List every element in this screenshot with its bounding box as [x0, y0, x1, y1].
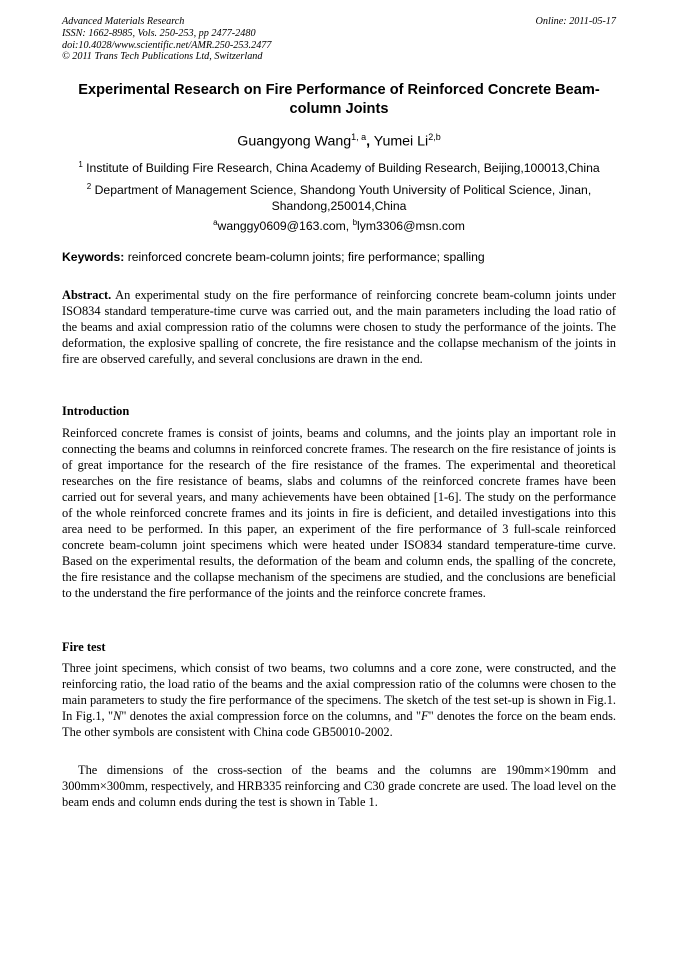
fire-test-p1-part-c: " denotes the force on the beam ends. The other symbols are consistent with China code GB50010-2002.: [62, 708, 616, 739]
abstract: [62, 288, 616, 368]
author-1-marker: 1, a: [351, 132, 367, 142]
fire-test-paragraph-2: The dimensions of the cross-section of the beams and the columns are 190mm×190mm and 300mm×300mm, respectively, and HRB335 reinforcing and C30 grade concrete are used. The load level on the beam ends and column ends during the test is shown in Table 1.: [62, 763, 616, 809]
author-2: Yumei Li: [370, 133, 429, 150]
symbol-f: F: [421, 708, 429, 723]
introduction-heading: Introduction: [62, 404, 130, 418]
author-1: Guangyong Wang: [237, 133, 352, 150]
fire-test-paragraph-1: [62, 661, 616, 741]
introduction-text: Reinforced concrete frames is consist of joints, beams and columns, and the joints play an important role in connecting the beams and columns in reinforced concrete frames. The research on the fire resistance of joints is of great importance for the research of the fire resistance of the frames. The experimental and theoretical researches on the fire resistance of beams, slabs and columns of the reinforced concrete frames have been carried out for several years, and many achievements have been obtained [1-6]. The study on the performance of the whole reinforced concrete frames and its joints in fire is deficient, and detailed investigations into this area need to be performed. In this paper, an experiment of the fire performance of 3 full-scale reinforced concrete beam-column joint specimens which were heated under ISO834 standard temperature-time curve. Based on the experimental results, the deformation of the beam and column ends, the spalling of the concrete, the fire resistance and the collapse mechanism of the specimens are studied, and the conclusions are beneficial to the understand the fire performance of the joints and the reinforce concrete frames.: [62, 426, 616, 600]
copyright-line: © 2011 Trans Tech Publications Ltd, Switzerland: [62, 51, 263, 63]
affiliation-2-text: Department of Management Science, Shandong Youth University of Political Science, Jinan, Shandong,250014,China: [91, 183, 592, 213]
keywords-label: Keywords:: [62, 250, 125, 264]
fire-test-p1-part-b: " denotes the axial compression force on the columns, and ": [121, 708, 422, 723]
author-2-marker: 2,b: [428, 132, 441, 142]
affiliation-2-marker: 2: [86, 182, 92, 191]
keywords-text: reinforced concrete beam-column joints; fire performance; spalling: [124, 250, 485, 264]
online-date: Online: 2011-05-17: [535, 16, 616, 27]
journal-name: Advanced Materials Research: [62, 16, 185, 27]
affiliation-1-text: Institute of Building Fire Research, China Academy of Building Research, Beijing,100013,China: [82, 161, 600, 176]
keywords: [62, 250, 616, 265]
email-b: lym3306@msn.com: [357, 219, 465, 234]
journal-header: [62, 16, 271, 63]
author-emails: [62, 215, 616, 234]
affiliation-1: [62, 157, 616, 177]
doi-line: doi:10.4028/www.scientific.net/AMR.250-253.2477: [62, 39, 272, 51]
author-separator: ,: [366, 133, 371, 150]
affiliation-1-marker: 1: [78, 160, 83, 169]
affiliation-2: [78, 179, 600, 214]
fire-test-heading: Fire test: [62, 640, 106, 654]
fire-test-p1-part-a: Three joint specimens, which consist of two beams, two columns and a core zone, were constructed, and the reinforcing ratio, the load ratio of the beams and the axial compression ratio of the columns were chosen to the main parameters to study the fire performance of the specimens. The sketch of the test set-up is shown in Fig.1. In Fig.1, ": [62, 661, 616, 723]
abstract-label: Abstract.: [62, 288, 112, 302]
author-line: [62, 128, 616, 151]
paper-title: Experimental Research on Fire Performance of Reinforced Concrete Beam-column Joints: [78, 82, 600, 117]
abstract-text: An experimental study on the fire performance of reinforcing concrete beam-column joints under ISO834 standard temperature-time curve was carried out, and the main parameters including the load ratio of the beams and axial compression ratio of the columns were chosen to study the performance of the joints. The deformation, the explosive spalling of concrete, the fire resistance and the collapse mechanism of the joints in fire are observed carefully, and several conclusions are drawn in the end.: [62, 288, 616, 366]
email-a-marker: a: [213, 218, 218, 227]
symbol-n: N: [113, 708, 122, 723]
email-b-marker: b: [352, 218, 358, 227]
issn-line: ISSN: 1662-8985, Vols. 250-253, pp 2477-2480: [62, 27, 256, 39]
email-a: wanggy0609@163.com,: [217, 219, 353, 234]
